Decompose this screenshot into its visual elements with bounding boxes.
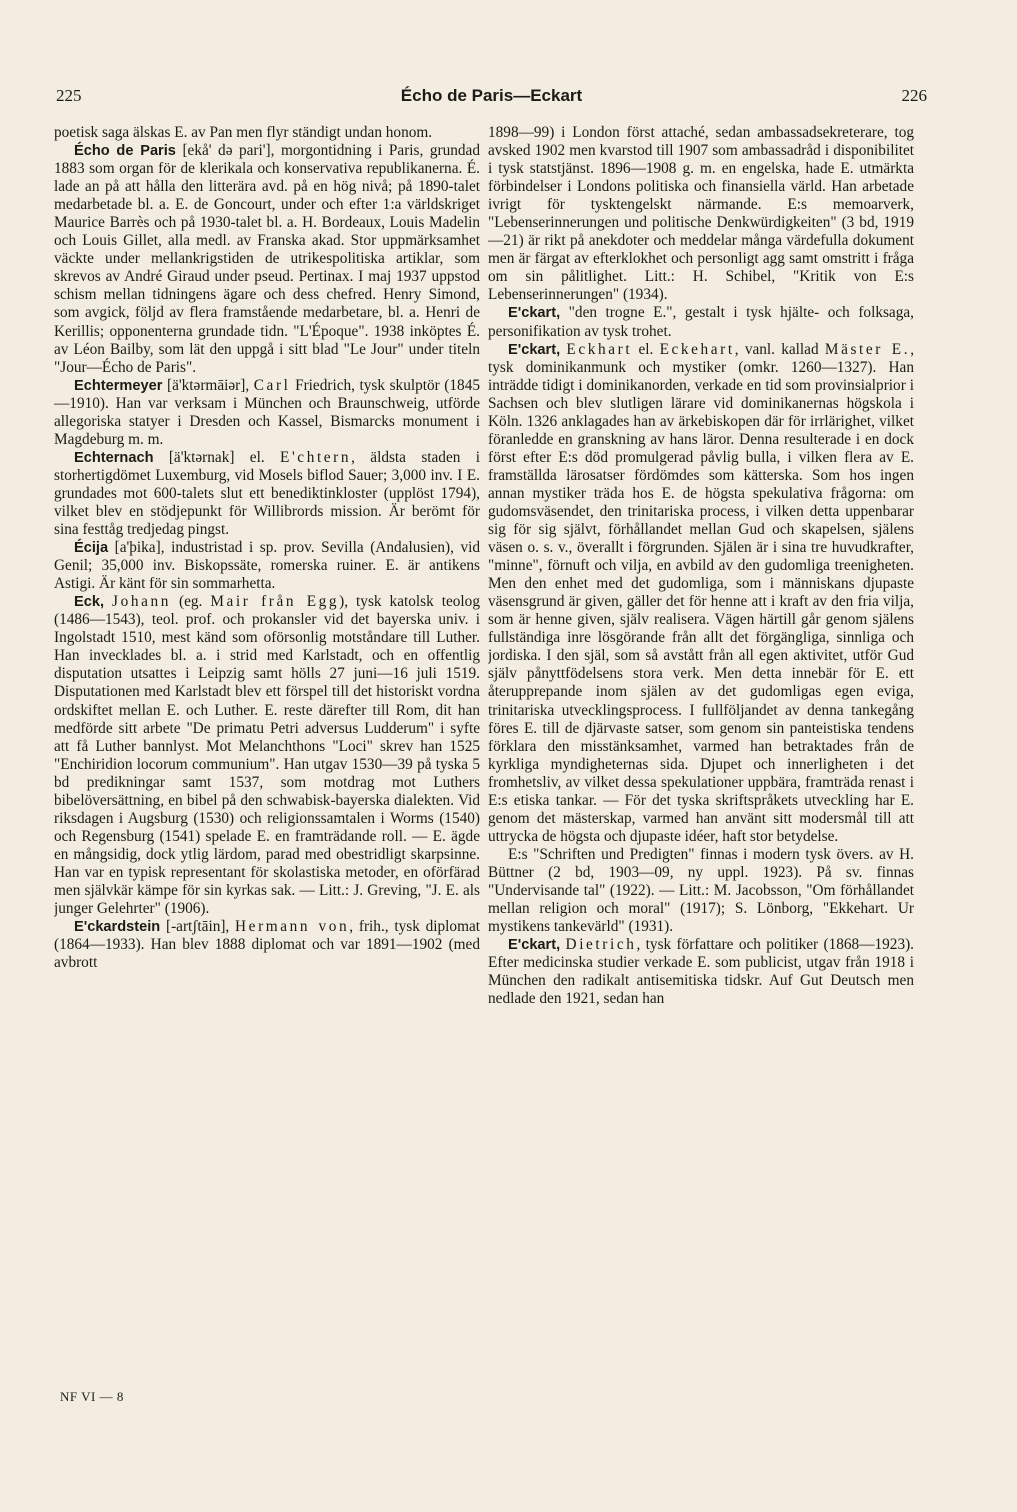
entry-headword: E'ckardstein [74, 919, 161, 936]
entry-eck [54, 593, 480, 918]
spaced-name: Mair från Egg [210, 593, 340, 611]
entry-text: Friedrich, tysk skulptör (1845—1910). Han var verksam i München och Braunschweig, utförde allegoriska statyer i Dresden och Kassel, Bismarcks monument i Magdeburg m. m. [54, 376, 480, 448]
entry-headword: E'ckart, [508, 341, 561, 358]
signature-mark: NF VI — 8 [60, 1389, 124, 1404]
entry-headword: Écija [74, 540, 109, 557]
spaced-name: Eckhart [566, 340, 633, 358]
page-number-left: 225 [56, 86, 82, 105]
entry-eckart-dietrich [488, 936, 914, 1008]
entry-ecija [54, 539, 480, 593]
entry-text: [a'þika], industristad i sp. prov. Sevilla (Andalusien), vid Genil; 35,000 inv. Biskopssäte, romerska ruiner. E. är antikens Astigi. Är känt för sin sommarhetta. [54, 539, 480, 593]
entry-eckart-trogne [488, 304, 914, 340]
left-column [54, 124, 480, 1404]
entry-headword: E'ckart, [508, 305, 561, 322]
entry-text: el. [632, 340, 660, 358]
entry-text: [-artʃtāin], [160, 918, 236, 936]
entry-text: [ä'ktərnak] el. [153, 448, 280, 466]
entry-echo-de-paris [54, 142, 480, 377]
spaced-name: Eckehart [659, 340, 735, 358]
entry-headword: Echtermeyer [74, 377, 163, 394]
entry-text: , tysk författare och politiker (1868—1923). Efter medicinska studier verkade E. som publicist, utgav från 1918 i München den radikalt antisemitiska tidskr. Auf Gut Deutsch men nedlade den 1921, sedan han [488, 936, 914, 1008]
entry-text: [ä'ktərmāiər], [162, 376, 254, 394]
page-header [56, 86, 927, 112]
entry-headword: Eck, [74, 594, 105, 611]
spaced-name: E'chtern [280, 448, 352, 466]
entry-text: , frih., tysk diplomat (1864—1933). Han blev 1888 diplomat och var 1891—1902 (med avbrott [54, 918, 480, 972]
spaced-name: Carl [253, 376, 291, 394]
entry-text: [ekå' də pari'], morgontidning i Paris, grundad 1883 som organ för de klerikala och konservativa republikanerna. É. lade an på att hålla den litterära avd. på en hög nivå; på 1890-talet medarbetade bl. a. E. de Goncourt, under och efter 1:a världskriget Maurice Barrès och på 1930-talet bl. a. H. Bordeaux, Louis Madelin och Louis Gillet, alla medl. av Franska akad. Stor uppmärksamhet väckte under mellankrigstiden de utrikespolitiska artiklar, som skrevos av André Giraud under pseud. Pertinax. I maj 1937 uppstod schism mellan tidningens ägare och dess chefred. Henry Simond, som avgick, följd av flera framstående medarbetare, bl. a. Henri de Kerillis; opponenterna grundade tidn. "L'Époque". 1938 inköptes É. av Léon Bailby, som lät den uppgå i sitt blad "Le Jour" under titeln "Jour—Écho de Paris". [54, 142, 480, 376]
entry-text: 1898—99) i London först attaché, sedan ambassadsekreterare, tog avsked 1902 men kvarstod till 1907 som ambassadråd i disponibilitet i tysk statstjänst. 1896—1908 g. m. en engelska, hade E. utmärkta förbindelser i Londons politiska och finansiella värld. Han arbetade ivrigt för tysktengelskt närmande. E:s memoarverk, "Lebenserinnerungen und politische Denkwürdigkeiten" (3 bd, 1919—21) är rikt på anekdoter och meddelar många värdefulla dokument men är färgat av efterklokhet och personligt agg samt omstritt i fråga om sin pålitlighet. Litt.: H. Schibel, "Kritik von E:s Lebenserinnerungen" (1934). [488, 124, 914, 304]
page-number-right: 226 [901, 86, 927, 105]
entry-eckart-mystiker [488, 341, 914, 846]
entry-text: , vanl. kallad [734, 340, 825, 358]
entry-eckardstein [54, 918, 480, 972]
entry-text: "den trogne E.", gestalt i tysk hjälte- och folksaga, personifikation av tysk trohet. [488, 304, 914, 340]
spaced-name: Johann [112, 593, 171, 611]
entry-text: (eg. [170, 593, 211, 611]
spaced-name: Mäster E. [824, 340, 911, 358]
entry-headword: Echternach [74, 449, 154, 466]
entry-text: E:s "Schriften und Predigten" finnas i modern tysk övers. av H. Büttner (2 bd, 1903—09, ny uppl. 1923). På sv. finnas "Undervisande tal" (1922). — Litt.: M. Jacobsson, "Om förhållandet mellan religion och moral" (1917); S. Lönborg, "Ekkehart. Ur mystikens tankevärld" (1931). [488, 845, 914, 936]
spaced-name: Hermann von [235, 918, 350, 936]
entry-text: poetisk saga älskas E. av Pan men flyr ständigt undan honom. [54, 124, 433, 141]
running-title: Écho de Paris—Eckart [400, 86, 583, 105]
right-column [488, 124, 914, 1384]
entry-echternach [54, 449, 480, 539]
entry-headword: E'ckart, [508, 937, 561, 954]
entry-echtermeyer [54, 377, 480, 449]
entry-text: , tysk dominikanmunk och mystiker (omkr. 1260—1327). Han inträdde tidigt i dominikanorden, verkade en tid som provinsialprior i Sachsen och blev slutligen lärare vid dominikanernas högskola i Köln. 1326 anklagades han av ärkebiskopen där för irrlärighet, vilket föranledde en granskning av hans läror. Denna resulterade i en dock först efter E:s död promulgerad påvlig bulla, i vilken flera av E. framställda lärosatser fördömdes som kätterska. Som hos ingen annan mystiker träda hos E. de högsta spekulativa frågorna: om gudomsväsendet, den trinitariska process, i vilken detta uppenbarar sig för sig självt, förhållandet mellan Gud och skapelsen, själens väsen o. s. v., överallt i förgrunden. Själen är i sina tre huvudkrafter, "minne", förnuft och vilja, en avbild av den gudomliga treenigheten. Men den enhet med det gudomliga, som i människans djupaste väsensgrund är given, gäller det för henne att i kraft av den fria vilja, som är henne given, själv realisera. Vägen härtill går genom själens fullständiga inre lösgörande från allt det förgängliga, sinnliga och jordiska. I den själ, som så avstått från all egen aktivitet, utför Gud själv pånyttfödelsens stora verk. Men detta innebär för E. ett återupprepande inom själen av det gudomligas egen eviga, trinitariska utvecklingsprocess. I fullföljandet av denna tankegång föres E. till de djärvaste satser, som genom sin panteistiska tendens förklara den misstänksamhet, varmed han betraktades från de kyrkliga myndigheternas sida. Djupet och innerligheten i det fromhetsliv, av vilket dessa spekulationer uppbära, framträda renast i E:s etiska tankar. — För det tyska skriftspråkets utveckling har E. genom det mästerskap, varmed han använt sitt modersmål till att uttrycka de högsta och djupaste idéer, haft stor betydelse. [488, 340, 914, 845]
entry-headword: Écho de Paris [74, 143, 176, 160]
spaced-name: Dietrich [565, 936, 637, 954]
entry-text: ), tysk katolsk teolog (1486—1543), teol. prof. och prokansler vid det bayerska univ. i Ingolstadt 1510, mest känd som oförsonlig motståndare till Luther. Han invecklades bl. a. i strid med Karlstadt, och en offentlig disputation utsattes i Leipzig samt hölls 27 juni—16 juli 1519. Disputationen med Karlstadt blev ett förspel till det historiskt vordna ordskiftet mellan E. och Luther. E. reste därefter till Rom, dit han medförde sitt arbete "De primatu Petri adversus Ludderum" i syfte att få Luther bannlyst. Mot Melanchthons "Loci" skrev han 1525 "Enchiridion locorum communium". Han utgav 1530—39 på tyska 5 bd predikningar samt 1537, som motdrag mot Luthers bibelöversättning, en bibel på den schwabisk-bayerska dialekten. Vid riksdagen i Augsburg (1530) och religionssamtalen i Worms (1540) och Regensburg (1541) spelade E. en framträdande roll. — E. ägde en mångsidig, dock ytlig lärdom, parad med obestridligt skarpsinne. Han var en typisk representant för skolastiska metoder, en oförfärad men självkär kämpe för sin kyrkas sak. — Litt.: J. Greving, "J. E. als junger Gelehrter" (1906). [54, 593, 480, 918]
entry-text: , äldsta staden i storhertigdömet Luxemburg, vid Mosels biflod Sauer; 3,000 inv. I E. grundades mot 600-talets slut ett benediktinkloster (upplöst 1794), vilket blev en stödjepunkt för Willibrords mission. Är berömt för sina festtåg tredjedag pingst. [54, 448, 480, 539]
